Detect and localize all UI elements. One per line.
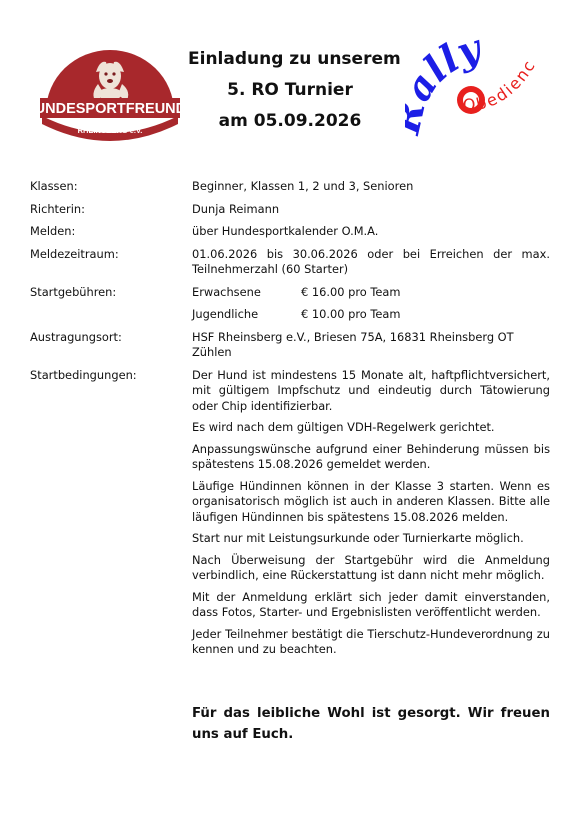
row-melden: [30, 224, 550, 240]
page-title: [188, 44, 401, 137]
condition-paragraph: Start nur mit Leistungsurkunde oder Turnierkarte möglich.: [192, 531, 524, 545]
row-startgebuehren: [30, 285, 550, 323]
title-line-1: Einladung zu unserem: [188, 49, 401, 69]
condition-paragraph: Anpassungswünsche aufgrund einer Behinderung müssen bis spätestens 15.08.2026 gemeldet werden.: [192, 441, 550, 471]
condition-paragraph: Es wird nach dem gültigen VDH-Regelwerk gerichtet.: [192, 420, 495, 434]
fee-item: [192, 307, 550, 323]
fee-amount: € 16.00 pro Team: [301, 284, 401, 299]
details-section: [30, 179, 550, 658]
hundesportfreunde-logo: [24, 42, 196, 146]
fees-list: [192, 285, 550, 323]
label-startbedingungen: Startbedingungen:: [30, 367, 137, 382]
rally-obedience-logo: [405, 38, 545, 148]
value-meldezeitraum: 01.06.2026 bis 30.06.2026 oder bei Erreichen der max. Teilnehmerzahl (60 Starter): [192, 246, 550, 276]
label-klassen: Klassen:: [30, 179, 78, 193]
condition-paragraph: Mit der Anmeldung erklärt sich jeder damit einverstanden, dass Fotos, Starter- und Ergebnislisten veröffentlicht werden.: [192, 589, 550, 619]
row-austragungsort: [30, 330, 550, 361]
fee-name: Erwachsene: [192, 284, 261, 299]
value-melden: über Hundesportkalender O.M.A.: [192, 224, 379, 238]
logo-right-word2: Obedienc: [462, 55, 540, 115]
row-richterin: [30, 202, 550, 218]
closing-text: Für das leibliche Wohl ist gesorgt. Wir freuen uns auf Euch.: [192, 706, 550, 742]
label-richterin: Richterin:: [30, 201, 85, 216]
conditions-list: [192, 368, 550, 658]
title-line-2: 5. RO Turnier: [227, 80, 353, 100]
fee-amount: € 10.00 pro Team: [301, 307, 401, 321]
label-austragungsort: Austragungsort:: [30, 329, 122, 344]
value-richterin: Dunja Reimann: [192, 201, 280, 216]
logo-left-sub: RHEINSBERG e.V.: [77, 126, 143, 135]
value-klassen: Beginner, Klassen 1, 2 und 3, Senioren: [192, 179, 414, 193]
fee-item: [192, 285, 550, 301]
logo-left-name: HUNDESPORTFREUNDE: [24, 101, 196, 117]
label-melden: Melden:: [30, 224, 76, 238]
row-klassen: [30, 179, 550, 195]
fee-name: Jugendliche: [192, 307, 259, 321]
condition-paragraph: Nach Überweisung der Startgebühr wird die Anmeldung verbindlich, eine Rückerstattung ist dann nicht mehr möglich.: [192, 552, 550, 582]
row-meldezeitraum: [30, 247, 550, 278]
logo-right-word1: lly: [414, 38, 486, 90]
condition-paragraph: Jeder Teilnehmer bestätigt die Tierschutz-Hundeverordnung zu kennen und zu beachten.: [192, 626, 550, 656]
condition-paragraph: Der Hund ist mindestens 15 Monate alt, haftpflichtversichert, mit gültigem Impfschutz und eindeutig durch Tätowierung oder Chip identifizierbar.: [192, 367, 550, 413]
title-line-3: am 05.09.2026: [218, 111, 362, 131]
label-meldezeitraum: Meldezeitraum:: [30, 246, 119, 261]
condition-paragraph: Läufige Hündinnen können in der Klasse 3 starten. Wenn es organisatorisch möglich ist auch in anderen Klassen. Bitte alle läufigen Hündinnen bis spätestens 15.08.2026 melden.: [192, 478, 550, 524]
value-austragungsort: HSF Rheinsberg e.V., Briesen 75A, 16831 Rheinsberg OT Zühlen: [192, 329, 514, 359]
label-startgebuehren: Startgebühren:: [30, 284, 117, 299]
row-startbedingungen: [30, 368, 550, 658]
